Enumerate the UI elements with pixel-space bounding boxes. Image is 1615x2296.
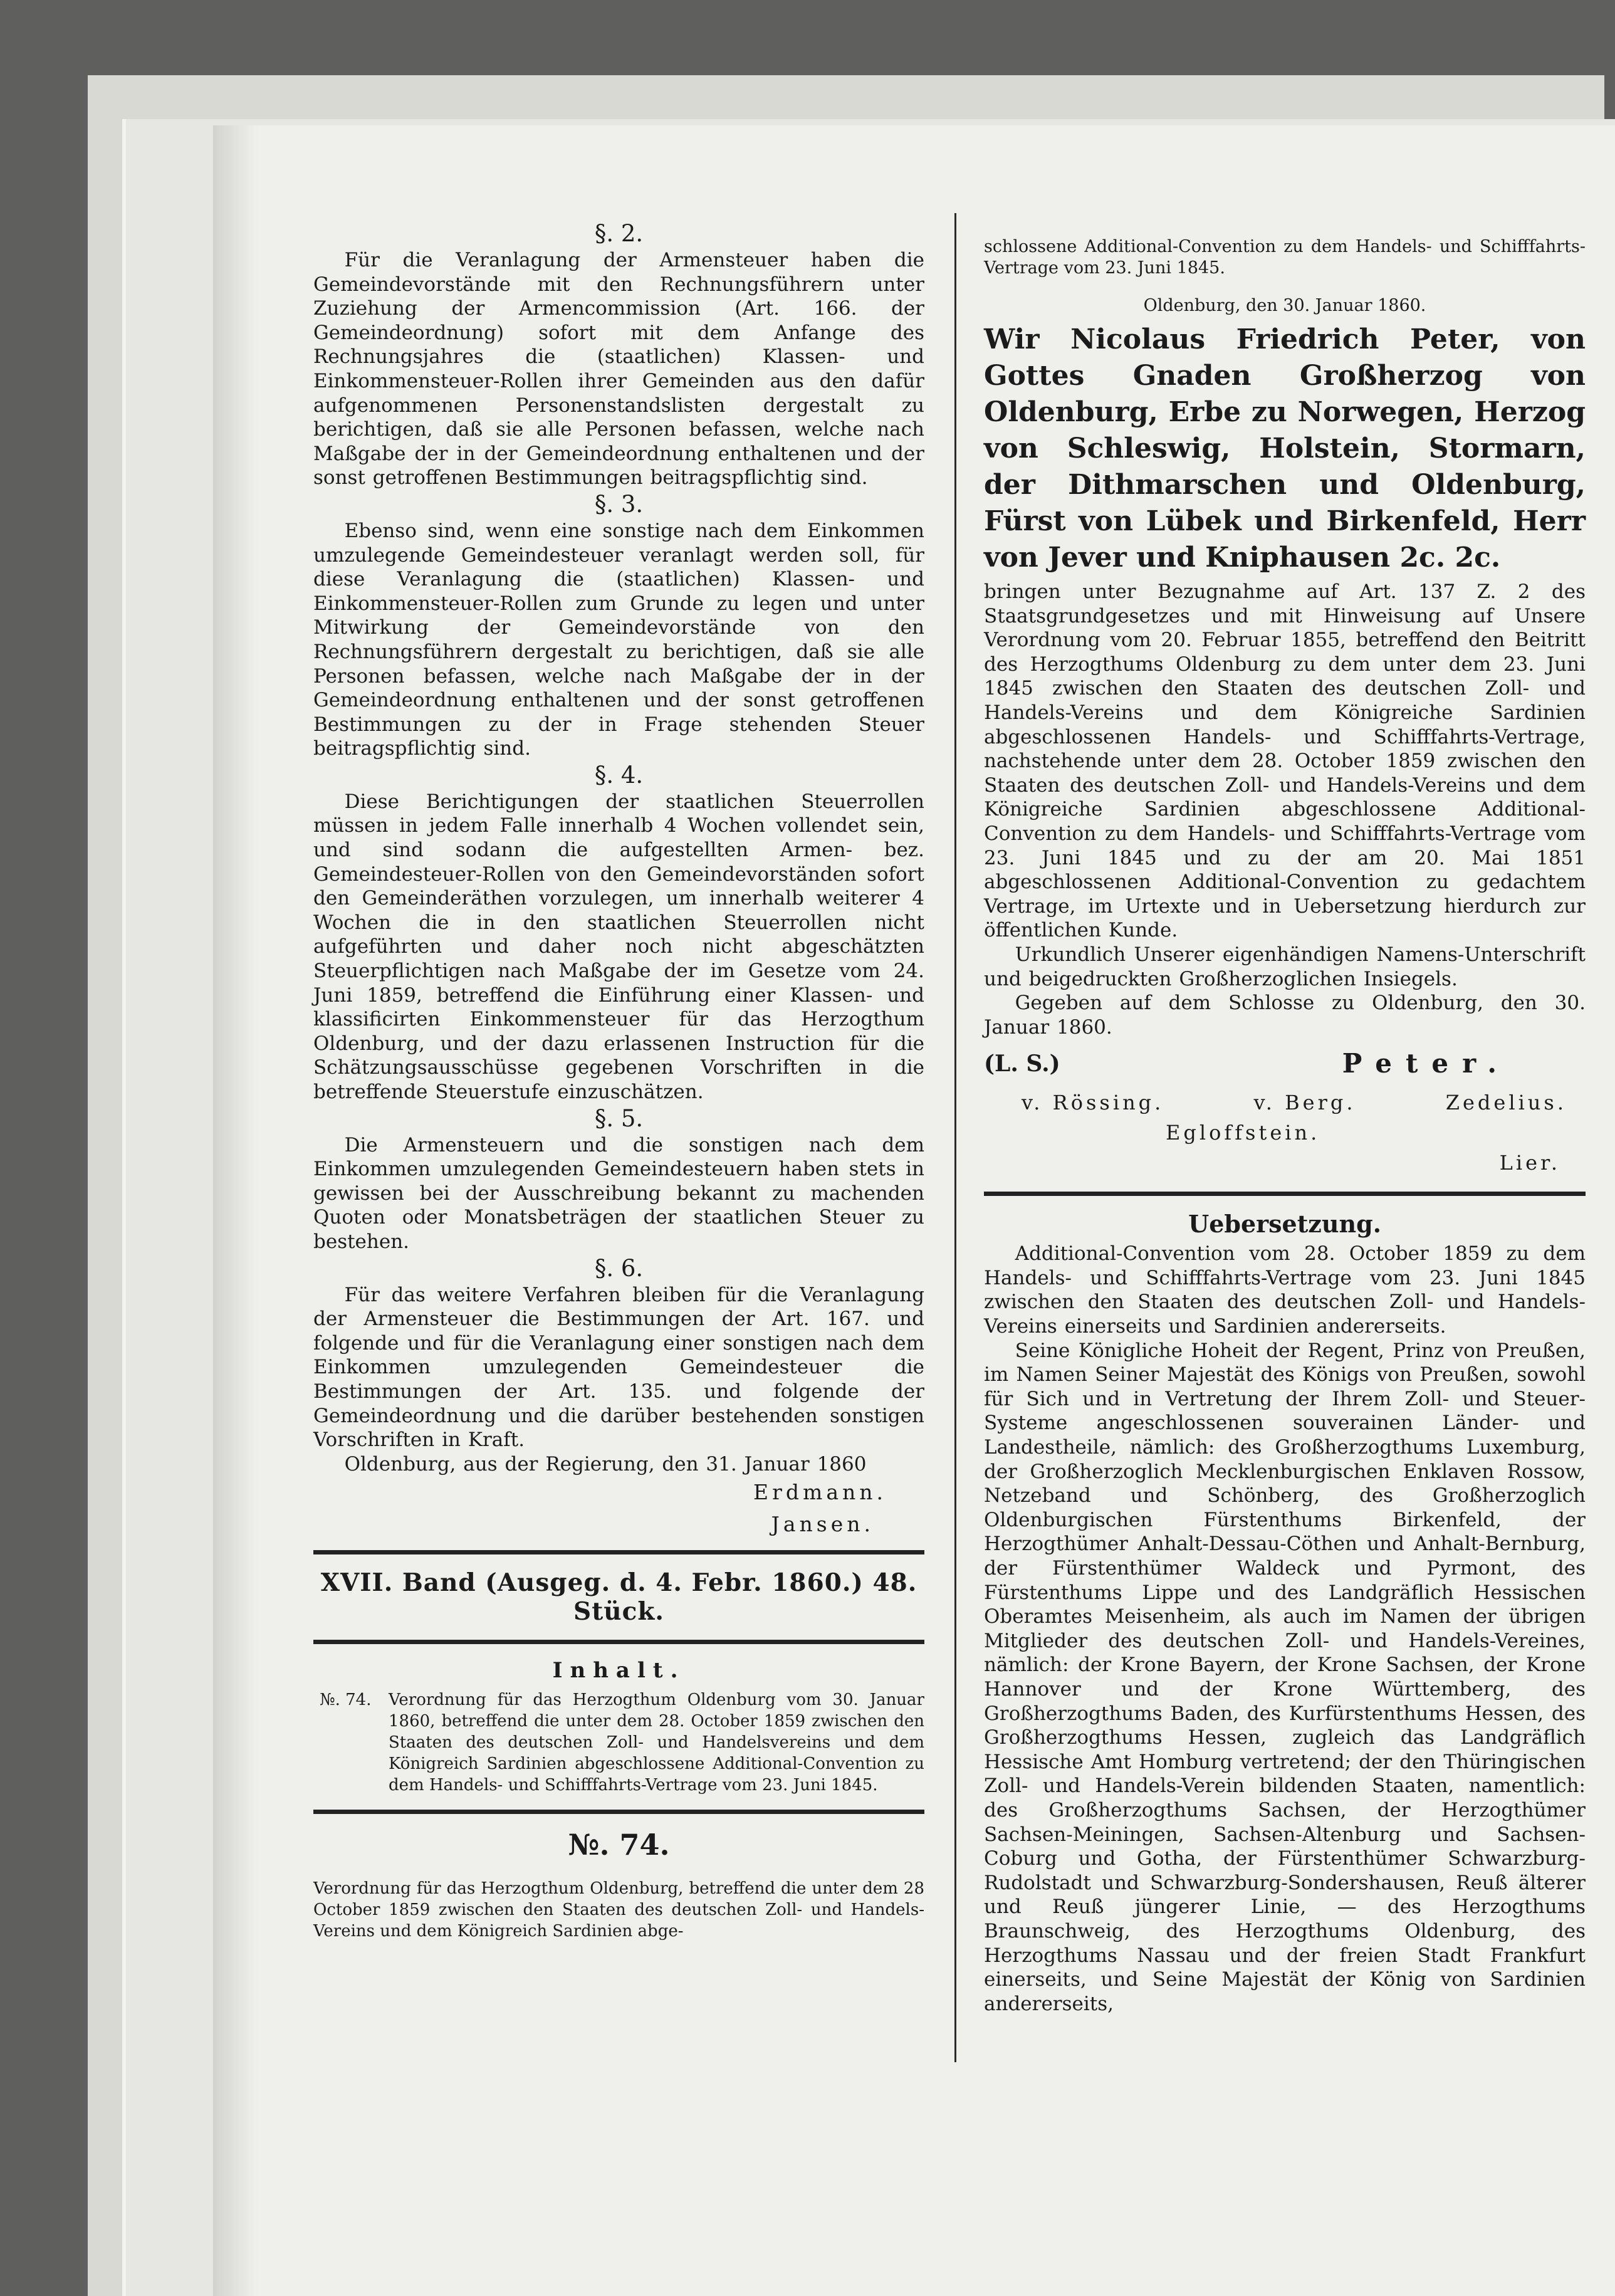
ordinance-date: Oldenburg, den 30. Januar 1860. <box>1143 296 1426 315</box>
decree-intro: Wir Nicolaus Friedrich Peter, von Gottes Gnaden Großherzog von Oldenburg, Erbe zu Norwegen, Herzog von Schleswig, Holstein, Stormarn, der Dithmarschen und Oldenburg, Fürst von Lübek und Birkenfeld, Herr von Jever und Kniphausen 2c. 2c. <box>984 323 1586 574</box>
separator-rule <box>313 1640 924 1644</box>
countersignatures <box>984 1088 1586 1178</box>
ordinance-number: №. 74. <box>568 1828 670 1862</box>
seal-signature-row <box>984 1048 1586 1079</box>
ordinance-title: Verordnung für das Herzogthum Oldenburg, betreffend die unter dem 28 October 1859 zwischen den Staaten des deutschen Zoll- und Handels-Vereins und dem Königreich Sardinien abge- <box>313 1879 924 1941</box>
column-divider <box>954 213 956 2062</box>
section-text: Ebenso sind, wenn eine sonstige nach dem Einkommen umzulegende Gemeindesteuer veranlagt werden soll, für diese Veranlagung die (staatlichen) Klassen- und Einkommensteuer-Rollen zum Grunde zu legen und unter Mitwirkung der Gemeindevorstände von den Rechnungsführern dergestalt zu berichtigen, daß sie alle Personen befassen, welche nach Maßgabe der in der Gemeindeordnung enthaltenen und der sonst getroffenen Bestimmungen zu der in Frage stehenden Steuer beitragspflichtig sind. <box>313 519 924 760</box>
countersigner: Zedelius. <box>1445 1091 1567 1115</box>
separator-rule <box>984 1192 1586 1196</box>
section-heading: §. 6. <box>594 1254 644 1282</box>
section-heading: §. 2. <box>594 220 644 247</box>
issue-line: XVII. Band (Ausgeg. d. 4. Febr. 1860.) 48. Stück. <box>320 1568 917 1627</box>
page-gutter-shadow <box>213 125 257 2296</box>
section-heading: §. 4. <box>594 761 644 789</box>
decree-text: bringen unter Bezugnahme auf Art. 137 Z. 2 des Staatsgrundgesetzes und mit Hinweisung auf Unsere Verordnung vom 20. Februar 1855, betreffend den Beitritt des Herzogthums Oldenburg zu dem unter dem 23. Juni 1845 zwischen den Staaten des deutschen Zoll- und Handels-Vereins und dem Königreiche Sardinien abgeschlossenen Handels- und Schifffahrts-Vertrage, nachstehende unter dem 28. October 1859 zwischen den Staaten des deutschen Zoll- und Handels-Vereins und dem Königreiche Sardinien abgeschlossene Additional-Convention zu dem Handels- und Schifffahrts-Vertrage vom 23. Juni 1845 und zu der am 20. Mai 1851 abgeschlossenen Additional-Convention zu gedachtem Vertrage, im Urtexte und in Uebersetzung hierdurch zur öffentlichen Kunde. <box>984 580 1586 942</box>
countersigner: Egloffstein. <box>1166 1121 1320 1145</box>
section-heading: §. 5. <box>594 1104 644 1132</box>
contents-entry-text: Verordnung für das Herzogthum Oldenburg vom 30. Januar 1860, betreffend die unter dem 28. October 1859 zwischen den Staaten des deutschen Zoll- und Handelsvereins und dem Königreich Sardinien abgeschlossene Additional-Convention zu dem Handels- und Schifffahrts-Vertrage vom 23. Juni 1845. <box>389 1691 924 1795</box>
left-column <box>313 219 924 1958</box>
signer-jansen: Jansen. <box>771 1512 874 1537</box>
separator-rule <box>313 1550 924 1554</box>
separator-rule <box>313 1810 924 1814</box>
translation-title: Uebersetzung. <box>1188 1210 1381 1239</box>
countersigner: v. Berg. <box>1253 1091 1356 1115</box>
ordinance-title-continued: schlossene Additional-Convention zu dem Handels- und Schifffahrts-Vertrage vom 23. Juni 1845. <box>984 237 1586 278</box>
section-text: Die Armensteuern und die sonstigen nach dem Einkommen umzulegenden Gemeindesteuern haben stets in gewissen bei der Ausschreibung bekannt zu machenden Quoten oder Monatsbeträgen der staatlichen Steuer zu bestehen. <box>313 1133 924 1253</box>
contents-title: Inhalt. <box>552 1658 686 1684</box>
signer-erdmann: Erdmann. <box>753 1480 887 1505</box>
right-column <box>984 219 1586 2016</box>
decree-given: Gegeben auf dem Schlosse zu Oldenburg, den 30. Januar 1860. <box>984 992 1586 1039</box>
locus-sigilli: (L. S.) <box>984 1050 1060 1077</box>
decree-attestation: Urkundlich Unserer eigenhändigen Namens-Unterschrift und beigedruckten Großherzoglichen Insiegels. <box>984 943 1586 990</box>
contents-entry <box>313 1689 924 1796</box>
section-text: Für das weitere Verfahren bleiben für die Veranlagung der Armensteuer die Bestimmungen der Art. 167. und folgende und für die Veranlagung einer sonstigen nach dem Einkommen umzulegenden Gemeindesteuer die Bestimmungen der Art. 135. und folgende der Gemeindeordnung und die darüber bestehenden sonstigen Vorschriften in Kraft. <box>313 1283 924 1452</box>
closing-place-date: Oldenburg, aus der Regierung, den 31. Januar 1860 <box>344 1452 867 1476</box>
section-heading: §. 3. <box>594 490 644 518</box>
translation-heading-text: Additional-Convention vom 28. October 1859 zu dem Handels- und Schifffahrts-Vertrage vom 23. Juni 1845 zwischen den Staaten des deutschen Zoll- und Handels-Vereins einerseits und Sardinien andererseits. <box>984 1242 1586 1338</box>
section-text: Diese Berichtigungen der staatlichen Steuerrollen müssen in jedem Falle innerhalb 4 Wochen vollendet sein, und sind sodann die aufgestellten Armen- bez. Gemeindesteuer-Rollen von den Gemeindevorständen sofort den Gemeinderäthen vorzulegen, um innerhalb weiterer 4 Wochen die in den staatlichen Steuerrollen nicht aufgeführten und daher noch nicht abgeschätzten Steuerpflichtigen nach Maßgabe der im Gesetze vom 24. Juni 1859, betreffend die Einführung einer Klassen- und klassificirten Einkommensteuer für das Herzogthum Oldenburg, und der dazu erlassenen Instruction für die Schätzungsausschüsse gegebenen Vorschriften in die betreffende Steuerstufe einzuschätzen. <box>313 790 924 1103</box>
contents-entry-number: №. 74. <box>320 1691 372 1710</box>
countersigner: Lier. <box>1499 1151 1560 1175</box>
signature-peter: Peter. <box>1342 1048 1510 1079</box>
countersigner: v. Rössing. <box>1022 1091 1164 1115</box>
section-text: Für die Veranlagung der Armensteuer haben die Gemeindevorstände mit den Rechnungsführern unter Zuziehung der Armencommission (Art. 166. der Gemeindeordnung) sofort mit dem Anfange des Rechnungsjahres die (staatlichen) Klassen- und Einkommensteuer-Rollen ihrer Gemeinden aus den dafür aufgenommenen Personenstandslisten dergestalt zu berichtigen, daß sie alle Personen befassen, welche nach Maßgabe der in der Gemeindeordnung enthaltenen und der sonst getroffenen Bestimmungen beitragspflichtig sind. <box>313 249 924 490</box>
translation-body-text: Seine Königliche Hoheit der Regent, Prinz von Preußen, im Namen Seiner Majestät des Königs von Preußen, sowohl für Sich und in Vertretung der Ihrem Zoll- und Steuer-Systeme angeschlossenen souverainen Länder- und Landestheile, nämlich: des Großherzogthums Luxemburg, der Großherzoglich Mecklenburgischen Enklaven Rossow, Netzeband und Schönberg, des Großherzoglich Oldenburgischen Fürstenthums Birkenfeld, der Herzogthümer Anhalt-Dessau-Cöthen und Anhalt-Bernburg, der Fürstenthümer Waldeck und Pyrmont, des Fürstenthums Lippe und des Landgräflich Hessischen Oberamtes Meisenheim, als auch im Namen der übrigen Mitglieder des deutschen Zoll- und Handels-Vereines, nämlich: der Krone Bayern, der Krone Sachsen, der Krone Hannover und der Krone Württemberg, des Großherzogthums Baden, des Kurfürstenthums Hessen, des Großherzogthums Hessen, zugleich das Landgräflich Hessische Amt Homburg vertretend; der den Thüringischen Zoll- und Handels-Verein bildenden Staaten, namentlich: des Großherzogthums Sachsen, der Herzogthümer Sachsen-Meiningen, Sachsen-Altenburg und Sachsen-Coburg und Gotha, der Fürstenthümer Schwarzburg-Rudolstadt und Schwarzburg-Sondershausen, Reuß älterer und Reuß jüngerer Linie, — des Herzogthums Braunschweig, des Herzogthums Oldenburg, des Herzogthums Nassau und der freien Stadt Frankfurt einerseits, und Seine Majestät der König von Sardinien andererseits, <box>984 1339 1586 2015</box>
